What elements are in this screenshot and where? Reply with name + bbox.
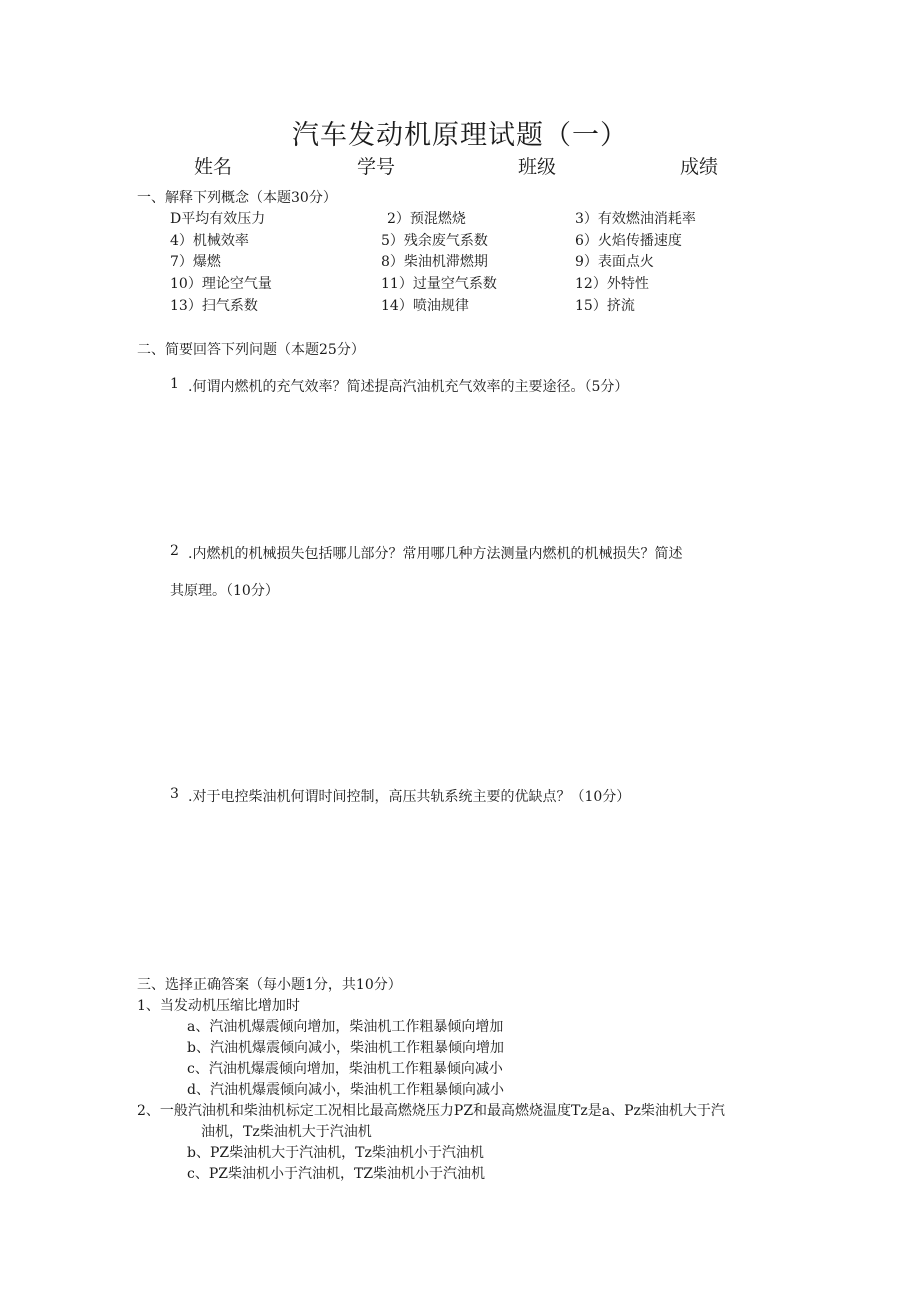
concept-item: 7）爆燃 [170,254,221,270]
choice-q1-option-d: d、汽油机爆震倾向减小，柴油机工作粗暴倾向减小 [187,1082,504,1098]
concept-item: D平均有效压力 [170,211,266,227]
concept-item: 13）扫气系数 [170,298,258,314]
section3-heading: 三、选择正确答案（每小题1分，共10分） [137,977,402,993]
short-answer-q2-number: 2 [170,543,179,559]
choice-q1-stem: 1、当发动机压缩比增加时 [137,998,300,1014]
concept-item: 8）柴油机滞燃期 [381,254,488,270]
concept-item: 4）机械效率 [170,233,249,249]
class-field-label: 班级 [518,156,557,178]
concept-item: 2）预混燃烧 [387,211,466,227]
choice-q2-stem: 2、一般汽油机和柴油机标定工况相比最高燃烧压力PZ和最高燃烧温度Tz是a、Pz柴油机大于汽 [137,1103,725,1119]
section2-heading: 二、简要回答下列问题（本题25分） [137,342,365,358]
choice-q1-option-c: c、汽油机爆震倾向增加，柴油机工作粗暴倾向减小 [187,1061,503,1077]
short-answer-q3-number: 3 [170,786,179,802]
short-answer-q1-text: .何谓内燃机的充气效率？简述提高汽油机充气效率的主要途径。（5分） [188,379,629,395]
concept-item: 11）过量空气系数 [381,276,497,292]
section1-heading: 一、解释下列概念（本题30分） [137,190,337,206]
concept-item: 12）外特性 [575,276,649,292]
choice-q2-option-c: c、PZ柴油机小于汽油机，TZ柴油机小于汽油机 [187,1166,486,1182]
score-field-label: 成绩 [680,156,719,178]
student-id-field-label: 学号 [357,156,396,178]
concept-item: 10）理论空气量 [170,276,272,292]
concept-item: 15）挤流 [575,298,635,314]
short-answer-q2-continuation: 其原理。（10分） [170,583,279,599]
short-answer-q1-number: 1 [170,376,179,392]
name-field-label: 姓名 [194,156,233,178]
concept-item: 14）喷油规律 [381,298,469,314]
short-answer-q3-text: .对于电控柴油机何谓时间控制，高压共轨系统主要的优缺点？（10分） [188,789,631,805]
exam-title: 汽车发动机原理试题（一） [292,120,628,151]
concept-item: 9）表面点火 [575,254,654,270]
concept-item: 5）残余废气系数 [381,233,488,249]
choice-q1-option-a: a、汽油机爆震倾向增加，柴油机工作粗暴倾向增加 [187,1019,504,1035]
short-answer-q2-text: .内燃机的机械损失包括哪儿部分？常用哪几种方法测量内燃机的机械损失？简述 [188,546,683,562]
choice-q2-stem-continuation: 油机，Tz柴油机大于汽油机 [201,1124,372,1140]
concept-item: 3）有效燃油消耗率 [575,211,696,227]
choice-q2-option-b: b、PZ柴油机大于汽油机，Tz柴油机小于汽油机 [187,1145,484,1161]
choice-q1-option-b: b、汽油机爆震倾向减小，柴油机工作粗暴倾向增加 [187,1040,504,1056]
concept-item: 6）火焰传播速度 [575,233,682,249]
